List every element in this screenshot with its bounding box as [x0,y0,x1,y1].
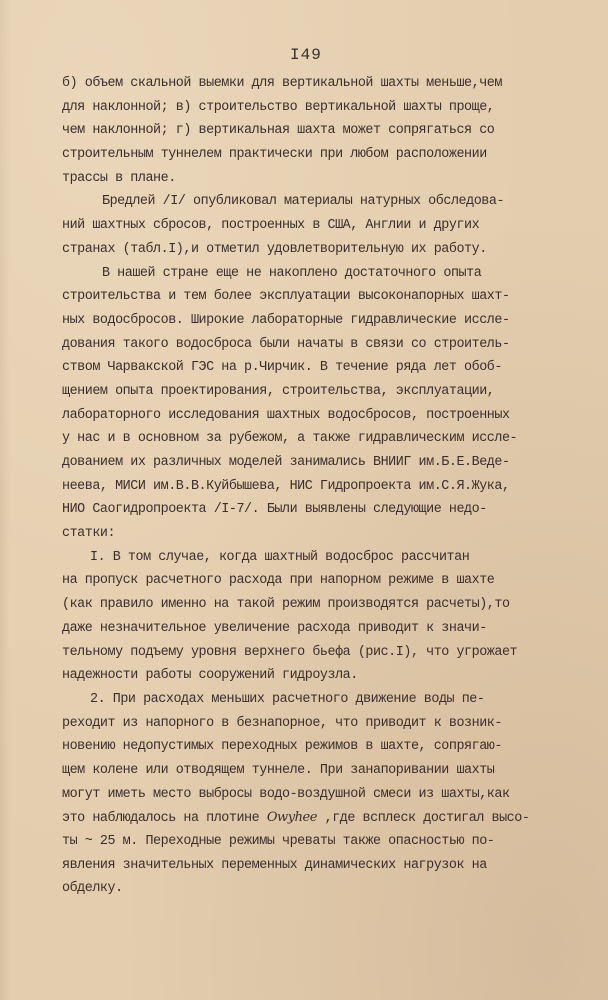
text-line: тельному подъему уровня верхнего бьефа (рис.I), что угрожает [62,644,518,660]
text-line: обделку. [62,881,123,897]
text-line: ством Чарвакской ГЭС на р.Чирчик. В течение ряда лет обоб- [62,360,502,376]
text-line: могут иметь место выбросы водо-воздушной смеси из шахты,как [62,786,510,802]
text-line: у нас и в основном за рубежом, а также гидравлическим иссле- [62,431,518,447]
text-line: ты ~ 25 м. Переходные режимы чреваты также опасностью по- [62,834,495,849]
text-line: щением опыта проектирования, строительства, эксплуатации, [62,383,495,399]
text-line-part: ,где всплеск достигал высо- [317,811,530,827]
text-line: дованием их различных моделей занимались ВНИИГ им.Б.Е.Веде- [62,455,510,470]
text-line: ных водосбросов. Широкие лабораторные гидравлические иссле- [62,312,510,328]
text-line: В нашей стране еще не накоплено достаточного опыта [102,265,482,281]
text-line: 2. При расходах меньших расчетного движение воды пе- [90,691,485,707]
text-line: дования такого водосброса были начаты в связи со строитель- [62,336,510,352]
text-line: б) объем скальной выемки для вертикальной шахты меньше,чем [62,76,502,91]
text-line: реходит из напорного в безнапорное, что приводит к возник- [62,715,502,731]
text-line: новению недопустимых переходных режимов в шахте, сопрягаю- [62,739,502,755]
text-line: лабораторного исследования шахтных водосбросов, построенных [62,407,510,423]
text-line: Бредлей /I/ опубликовал материалы натурных обследова- [102,194,505,210]
text-line: чем наклонной; г) вертикальная шахта может сопрягаться со [62,123,495,139]
text-line: даже незначительное увеличение расхода приводит к значи- [62,620,487,636]
text-line: (как правило именно на такой режим производятся расчеты),то [62,597,510,613]
text-line: трассы в плане. [62,170,176,186]
text-line: странах (табл.I),и отметил удовлетворительную их работу. [62,241,487,257]
body-text [62,72,602,901]
text-line: I. В том случае, когда шахтный водосброс рассчитан [90,549,470,565]
text-line-part: это наблюдалось на плотине [62,811,267,827]
text-line: явления значительных переменных динамических нагрузок на [62,857,487,873]
text-line: строительным туннелем практически при любом расположении [62,147,487,163]
text-line: статки: [62,526,116,542]
text-line: надежности работы сооружений гидроузла. [62,668,358,684]
text-line: неева, МИСИ им.В.В.Куйбышева, НИС Гидропроекта им.С.Я.Жука, [62,478,510,494]
text-line: НИО Саогидропроекта /I-7/. Были выявлены следующие недо- [62,502,487,518]
text-line: на пропуск расчетного расхода при напорном режиме в шахте [62,573,495,589]
text-line: щем колене или отводящем туннеле. При занапоривании шахты [62,762,495,778]
text-line: строительства и тем более эксплуатации высоконапорных шахт- [62,289,510,305]
page-number: I49 [290,46,322,64]
text-line: ний шахтных сбросов, построенных в США, Англии и других [62,218,480,234]
text-line [62,806,602,830]
text-line: для наклонной; в) строительство вертикальной шахты проще, [62,99,495,115]
handwritten-insert: Owyhee [266,810,318,826]
